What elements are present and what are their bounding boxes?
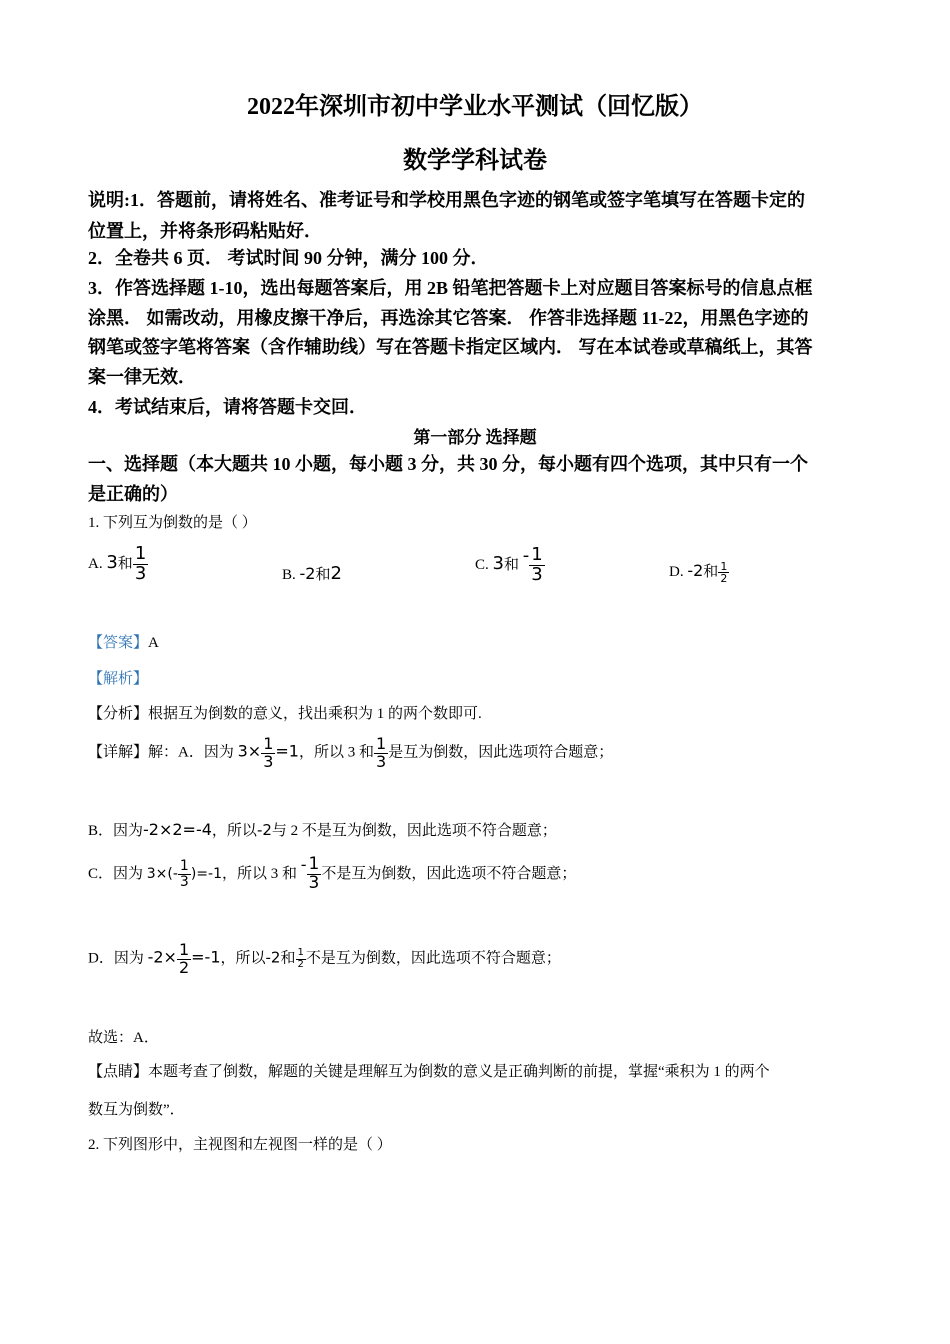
math-number: 2	[330, 563, 342, 584]
option-c	[475, 545, 545, 585]
dianjing-line: 数互为倒数”．	[88, 1102, 185, 1118]
numerator: 1	[134, 543, 147, 564]
denominator: 3	[376, 751, 387, 771]
detail-c	[88, 855, 576, 893]
fraction	[529, 546, 544, 585]
math-number: 3	[106, 551, 118, 573]
page-subtitle: 数学学科试卷	[403, 148, 547, 174]
detail-text: 不是互为倒数，因此选项不符合题意；	[305, 950, 561, 967]
conclusion: 故选：A．	[88, 1030, 159, 1046]
math-expression: =-1	[191, 947, 221, 967]
option-label: A.	[88, 555, 103, 572]
numerator: 1	[376, 734, 387, 753]
detail-text: 与 2 不是互为倒数，因此选项不符合题意；	[271, 823, 557, 839]
option-connector: 和	[503, 557, 519, 573]
math-number: -2	[687, 561, 704, 580]
detail-text: D．因为	[88, 950, 144, 967]
answer-row	[88, 631, 159, 652]
fraction	[133, 545, 148, 584]
detail-text: 和	[280, 950, 296, 967]
option-b	[282, 563, 342, 584]
option-a	[88, 545, 148, 584]
denominator: 2	[297, 958, 304, 970]
denominator: 3	[531, 564, 543, 586]
detail-label: 【详解】	[88, 744, 149, 761]
analysis-label: 【解析】	[88, 671, 149, 687]
denominator: 3	[263, 751, 274, 771]
fraction	[177, 942, 191, 977]
detail-text: 不是互为倒数，因此选项不符合题意；	[321, 866, 577, 882]
math-expression: 3×	[237, 741, 262, 761]
fraction	[718, 561, 729, 585]
detail-a	[88, 736, 613, 771]
math-expression: =1	[275, 741, 299, 761]
page-title: 2022年深圳市初中学业水平测试（回忆版）	[247, 94, 703, 120]
detail-b	[88, 819, 557, 840]
numerator: 1	[531, 544, 543, 566]
dianjing-line	[88, 1060, 770, 1081]
analysis-summary	[88, 702, 482, 723]
answer-label: 【答案】	[88, 635, 149, 651]
numerator: 1	[297, 947, 304, 959]
fraction	[296, 948, 306, 970]
denominator: 3	[308, 873, 320, 894]
section-heading: 一、选择题（本大题共 10 小题，每小题 3 分，共 30 分，每小题有四个选项，其中只有一个	[88, 454, 808, 474]
option-connector: 和	[117, 555, 133, 572]
denominator: 3	[179, 874, 189, 891]
fenxi-label: 【分析】	[88, 706, 149, 722]
fraction	[178, 859, 191, 889]
math-expression: )=-1	[190, 866, 222, 882]
option-label: C.	[475, 557, 489, 573]
instruction-line: 说明:1．答题前，请将姓名、准考证号和学校用黑色字迹的钢笔或签字笔填写在答题卡定的	[88, 190, 805, 210]
dianjing-text: 本题考查了倒数，解题的关键是理解互为倒数的意义是正确判断的前提，掌握“乘积为 1 的两个	[148, 1064, 770, 1080]
option-label: B.	[282, 567, 296, 583]
section-heading: 是正确的）	[88, 484, 178, 504]
detail-d	[88, 942, 561, 977]
part-heading: 第一部分 选择题	[413, 428, 537, 447]
detail-text: C．因为	[88, 866, 144, 882]
math-expression: -2×2=-4	[143, 820, 212, 839]
answer-value: A	[148, 635, 159, 651]
math-number: -2	[299, 564, 316, 583]
instruction-line: 4．考试结束后，请将答题卡交回．	[88, 397, 367, 417]
detail-text: 解：A．因为	[148, 744, 234, 761]
math-number: -2	[256, 821, 272, 839]
detail-text: ，所以 3 和	[222, 866, 298, 882]
option-connector: 和	[315, 567, 331, 583]
instruction-line: 案一律无效．	[88, 367, 196, 387]
option-connector: 和	[703, 564, 719, 580]
minus-sign: -	[522, 545, 530, 566]
numerator: 1	[178, 940, 190, 959]
dianjing-label: 【点睛】	[88, 1064, 149, 1080]
question-stem: 2. 下列图形中，主视图和左视图一样的是（ ）	[88, 1137, 392, 1153]
instruction-line: 涂黑． 如需改动，用橡皮擦干净后，再选涂其它答案． 作答非选择题 11-22，用黑色字迹的	[88, 308, 809, 328]
question-stem: 1. 下列互为倒数的是（ ）	[88, 515, 257, 531]
detail-text: B．因为	[88, 823, 144, 839]
fraction	[374, 736, 388, 771]
numerator: 1	[263, 734, 274, 753]
detail-text: ，所以 3 和	[298, 744, 374, 761]
instruction-line: 位置上，并将条形码粘贴好．	[88, 221, 322, 241]
instruction-line: 钢笔或签字笔将答案（含作辅助线）写在答题卡指定区域内． 写在本试卷或草稿纸上，其答	[88, 337, 813, 357]
option-label: D.	[669, 564, 684, 580]
detail-text: ，所以	[211, 823, 257, 839]
fraction	[261, 736, 275, 771]
fraction	[307, 856, 322, 893]
instruction-line: 3．作答选择题 1-10，选出每题答案后，用 2B 铅笔把答题卡上对应题目答案标号的信息点框	[88, 278, 813, 298]
option-d	[669, 560, 729, 585]
numerator: 1	[179, 858, 189, 875]
minus-sign: -	[300, 855, 307, 874]
numerator: 1	[308, 854, 320, 875]
math-expression: 3×(-	[146, 866, 178, 882]
fenxi-text: 根据互为倒数的意义，找出乘积为 1 的两个数即可.	[148, 706, 482, 722]
math-expression: -2×	[147, 947, 177, 967]
detail-text: ，所以	[220, 950, 266, 967]
denominator: 2	[178, 957, 190, 977]
math-number: 3	[492, 553, 504, 574]
denominator: 2	[720, 572, 728, 586]
numerator: 1	[720, 559, 728, 573]
denominator: 3	[134, 562, 147, 584]
math-number: -2	[265, 948, 281, 967]
instruction-line: 2．全卷共 6 页． 考试时间 90 分钟，满分 100 分．	[88, 248, 489, 268]
detail-text: 是互为倒数，因此选项符合题意；	[388, 744, 614, 761]
